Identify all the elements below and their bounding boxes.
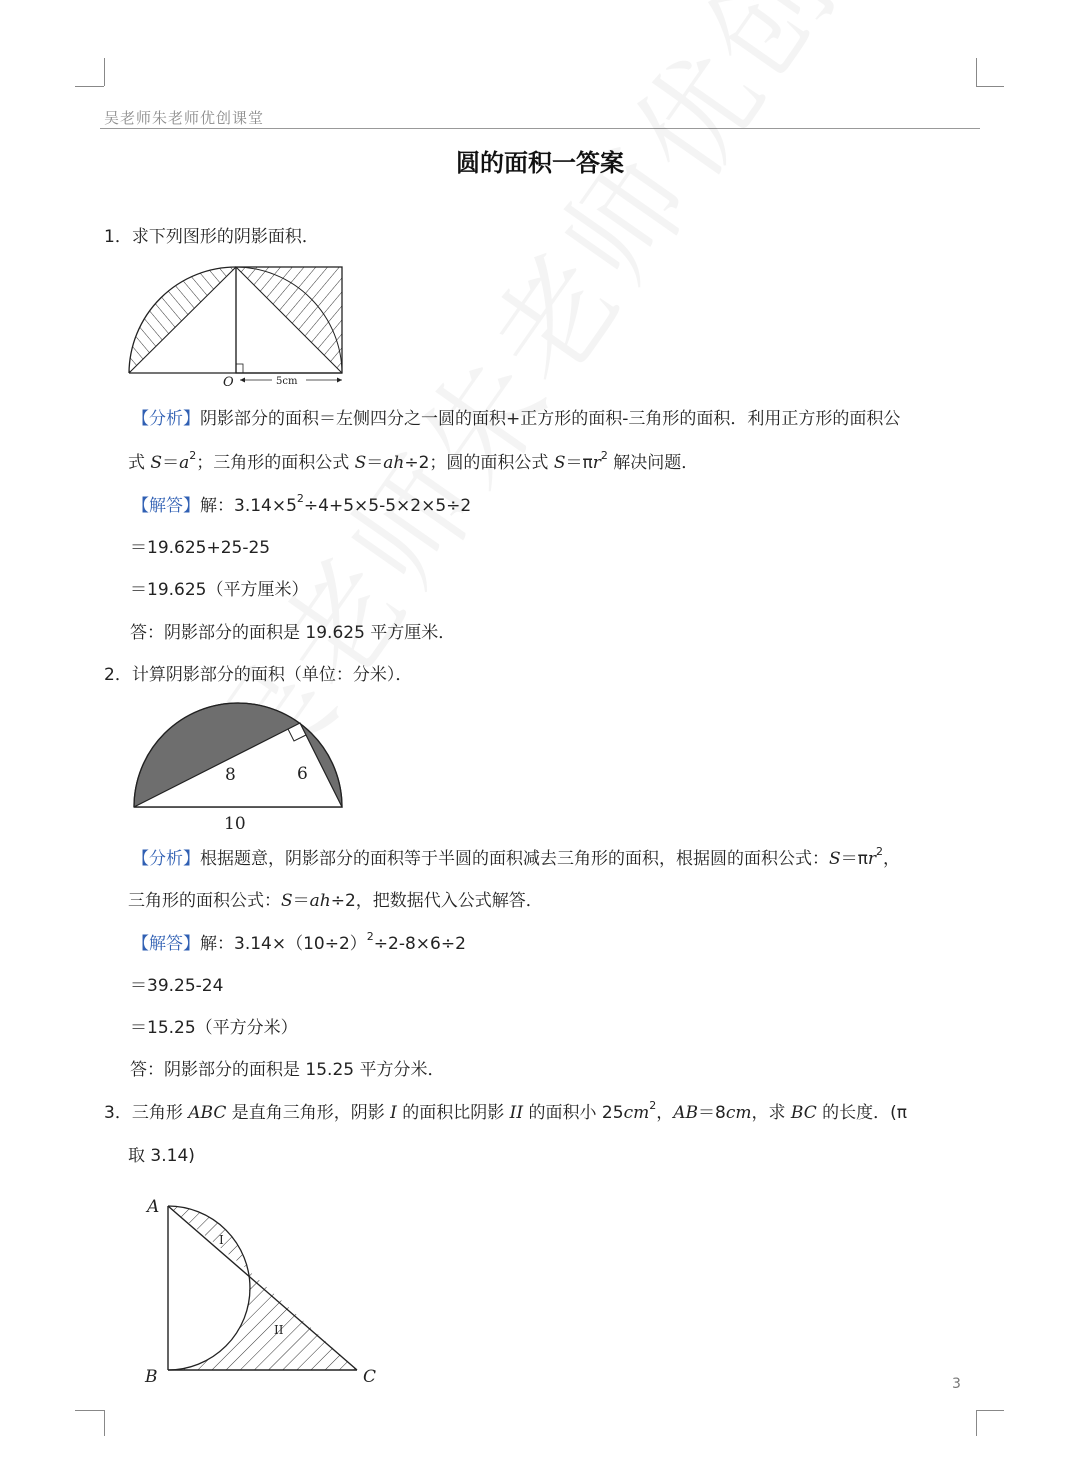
q2-analysis-a3: ＝π [840,849,868,869]
q2-answer-a3: ÷2-8×6÷2 [373,934,466,954]
q2-analysis-b3: ＝ [292,891,310,911]
crop-mark-top-left [100,58,105,86]
q1-step2: ＝19.625（平方厘米） [130,580,309,600]
q3-text-5: 的面积比阴影 [396,1103,510,1123]
q3-text-10: ， [656,1103,674,1123]
q2-analysis-tag: 【分析】 [132,849,200,869]
q1-analysis-b11: S [553,453,566,473]
q1-conclusion: 答：阴影部分的面积是 19.625 平方厘米． [130,623,456,643]
q3-text-15: BC [790,1103,817,1123]
crop-mark-bottom-right [976,1410,978,1436]
header-rule [100,128,980,129]
q3-text-11: AB [673,1103,698,1123]
q2-analysis-b2: S [281,891,293,911]
q1-answer-a3: ÷4+5×5-5×2×5÷2 [303,496,472,516]
q2-analysis-b5: ÷2，把数据代入公式解答． [330,891,543,911]
q1-analysis-b14: 2 [600,449,608,462]
q1-label-o: O [223,375,234,390]
q1-analysis-line2 [128,449,699,474]
q1-analysis-text-a: 阴影部分的面积＝左侧四分之一圆的面积+正方形的面积-三角形的面积．利用正方形的面积公 [200,409,901,429]
q3-label-a: A [147,1197,160,1217]
q2-answer-line1 [132,930,466,955]
q1-analysis-b15: 解决问题． [607,453,699,473]
q1-analysis-b10: ÷2；圆的面积公式 [404,453,554,473]
q3-text-16: 的长度．(π [816,1103,907,1123]
q3-text-13: cm [725,1103,752,1123]
header-brand: 吴老师朱老师优创课堂 [104,109,265,127]
q1-step1: ＝19.625+25-25 [130,538,271,558]
q3-label-ii: II [274,1323,284,1337]
q2-analysis-a6: ， [883,849,901,869]
q3-label-i: I [219,1233,224,1247]
q3-text-9: 2 [649,1099,657,1112]
q3-text-12: ＝8 [698,1103,726,1123]
q2-analysis-line1 [132,845,901,870]
q2-analysis-line2 [128,890,543,912]
crop-mark-bottom-left [100,1410,105,1436]
q3-text-2: ABC [188,1103,227,1123]
q1-analysis-b1: 式 [128,453,151,473]
q3-label-c: C [363,1367,377,1387]
crop-mark-bottom-left-h [75,1410,104,1411]
q2-answer-a1: 解：3.14×（10÷2） [200,934,367,954]
q1-analysis-b9: ah [383,453,405,473]
q1-analysis-b13: r [592,453,601,473]
q1-analysis-b2: S [150,453,163,473]
q1-answer-line1 [132,492,472,517]
q1-analysis-b3: ＝ [162,453,180,473]
q3-text-14: ，求 [751,1103,791,1123]
crop-mark-top-right [976,58,978,86]
q3-question-line1 [104,1099,907,1124]
q2-analysis-a1: 根据题意，阴影部分的面积等于半圆的面积减去三角形的面积，根据圆的面积公式： [200,849,829,869]
q3-figure [135,1192,395,1392]
q2-label-b: 6 [297,764,308,784]
q2-analysis-a5: 2 [876,845,884,858]
page-title: 圆的面积一答案 [456,149,624,177]
q1-question: 1．求下列图形的阴影面积． [104,227,319,247]
q1-answer-tag: 【解答】 [132,496,200,516]
q2-answer-a2: 2 [366,930,374,943]
q2-label-a: 8 [225,765,236,785]
q2-step2: ＝15.25（平方分米） [130,1018,298,1038]
q1-analysis-b12: ＝π [565,453,593,473]
q1-figure [120,262,350,392]
q1-analysis-b6: ；三角形的面积公式 [196,453,355,473]
q3-label-b: B [145,1367,158,1387]
q3-text-7: 的面积小 25 [523,1103,624,1123]
q1-analysis-b5: 2 [189,449,197,462]
q1-label-len: 5cm [276,376,298,387]
crop-mark-top-right-h [976,86,1004,87]
q2-analysis-a2: S [829,849,841,869]
q2-step1: ＝39.25-24 [130,976,224,996]
q1-answer-a1: 解：3.14×5 [200,496,297,516]
q1-analysis-b7: S [354,453,367,473]
page-number: 3 [952,1376,961,1392]
q2-label-c: 10 [224,814,246,834]
q2-answer-tag: 【解答】 [132,934,200,954]
q1-analysis-b4: a [179,453,190,473]
q1-analysis-b8: ＝ [366,453,384,473]
q3-text-1: 3．三角形 [104,1103,189,1123]
q2-figure [128,702,348,832]
q1-analysis-tag: 【分析】 [132,409,200,429]
q3-question-line2: 取 3.14) [128,1146,195,1166]
crop-mark-top-left-h [75,86,104,87]
q3-text-3: 是直角三角形，阴影 [226,1103,391,1123]
q1-answer-a2: 2 [296,492,304,505]
q2-analysis-b4: ah [309,891,331,911]
crop-mark-bottom-right-h [976,1410,1004,1411]
q2-analysis-a4: r [867,849,877,869]
q3-text-8: cm [623,1103,650,1123]
q2-conclusion: 答：阴影部分的面积是 15.25 平方分米． [130,1060,445,1080]
q2-analysis-b1: 三角形的面积公式： [128,891,281,911]
q3-text-4: I [390,1103,397,1123]
q3-text-6: II [509,1103,524,1123]
q1-analysis-line1 [132,408,900,430]
q2-question: 2．计算阴影部分的面积（单位：分米）． [104,665,413,685]
